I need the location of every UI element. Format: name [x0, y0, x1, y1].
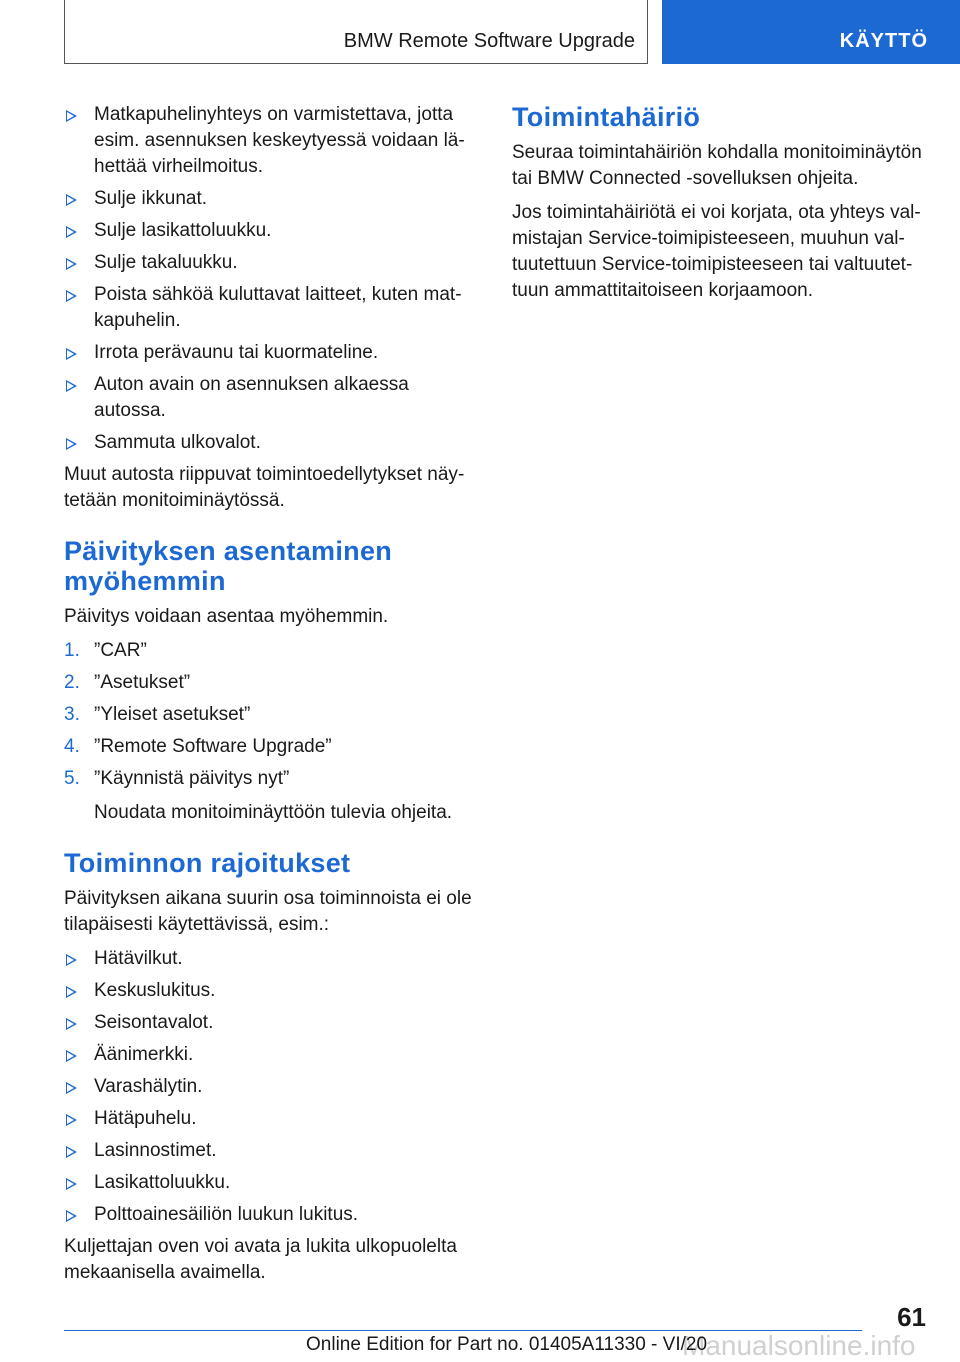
step-item: 2. ”Asetukset”	[64, 670, 480, 696]
left-column	[64, 102, 480, 1294]
list-item: Lasikattoluukku.	[64, 1170, 480, 1196]
triangle-bullet-icon	[66, 1146, 77, 1158]
step-number: 5.	[64, 768, 80, 789]
footer-edition: Online Edition for Part no. 01405A11330 - VI/20	[306, 1334, 708, 1355]
list-item: Auton avain on asennuksen alkaessa autossa.	[64, 372, 480, 424]
section-tab	[662, 0, 960, 64]
triangle-bullet-icon	[66, 1018, 77, 1030]
paragraph: Kuljettajan oven voi avata ja lukita ulkopuolelta mekaanisella avaimella.	[64, 1236, 457, 1283]
triangle-bullet-icon	[66, 1082, 77, 1094]
header-box	[64, 0, 648, 64]
section-heading: Päivityksen asentaminen myöhemmin	[64, 536, 393, 596]
list-item: Poista sähköä kuluttavat laitteet, kuten matkapuhelin.	[64, 282, 480, 334]
list-item: Varashälytin.	[64, 1074, 480, 1100]
list-item: Matkapuhelinyhteys on varmistettava, jotta esim. asennuksen keskeytyessä voidaan lähettää virheilmoitus.	[64, 102, 480, 180]
list-item: Irrota perävaunu tai kuormateline.	[64, 340, 480, 366]
step-item: 5. ”Käynnistä päivitys nyt”	[64, 766, 480, 792]
step-item: 3. ”Yleiset asetukset”	[64, 702, 480, 728]
triangle-bullet-icon	[66, 194, 77, 206]
triangle-bullet-icon	[66, 954, 77, 966]
paragraph: Jos toimintahäiriötä ei voi korjata, ota yhteys valmistajan Service-toimipisteeseen, muuhun valtuutettuun Service-toimipisteeseen tai valtuutettuun ammattitaitoiseen korjaamoon.	[512, 202, 921, 301]
triangle-bullet-icon	[66, 258, 77, 270]
step-item: 1. ”CAR”	[64, 638, 480, 664]
triangle-bullet-icon	[66, 380, 77, 392]
steps-list	[64, 638, 480, 792]
list-item: Hätäpuhelu.	[64, 1106, 480, 1132]
list-item: Polttoainesäiliön luukun lukitus.	[64, 1202, 480, 1228]
triangle-bullet-icon	[66, 1050, 77, 1062]
triangle-bullet-icon	[66, 226, 77, 238]
step-note: Noudata monitoiminäyttöön tulevia ohjeita.	[94, 802, 453, 823]
triangle-bullet-icon	[66, 438, 77, 450]
triangle-bullet-icon	[66, 1114, 77, 1126]
triangle-bullet-icon	[66, 986, 77, 998]
triangle-bullet-icon	[66, 1178, 77, 1190]
triangle-bullet-icon	[66, 1210, 77, 1222]
list-item: Äänimerkki.	[64, 1042, 480, 1068]
step-number: 2.	[64, 672, 80, 693]
triangle-bullet-icon	[66, 348, 77, 360]
step-number: 3.	[64, 704, 80, 725]
header-title: BMW Remote Software Upgrade	[343, 30, 635, 52]
prerequisite-list	[64, 102, 480, 456]
list-item: Lasinnostimet.	[64, 1138, 480, 1164]
list-item: Hätävilkut.	[64, 946, 480, 972]
step-number: 1.	[64, 640, 80, 661]
list-item: Keskuslukitus.	[64, 978, 480, 1004]
section-tab-label: KÄYTTÖ	[839, 30, 928, 52]
paragraph: Muut autosta riippuvat toimintoedellytykset näytetään monitoiminäytössä.	[64, 464, 465, 511]
paragraph: Päivityksen aikana suurin osa toiminnoista ei ole tilapäisesti käytettävissä, esim.:	[64, 888, 472, 935]
list-item: Sammuta ulkovalot.	[64, 430, 480, 456]
section-heading: Toimintahäiriö	[512, 102, 701, 132]
step-number: 4.	[64, 736, 80, 757]
list-item: Sulje takaluukku.	[64, 250, 480, 276]
triangle-bullet-icon	[66, 110, 77, 122]
watermark: Manualsonline.info	[682, 1330, 916, 1361]
triangle-bullet-icon	[66, 290, 77, 302]
restriction-list	[64, 946, 480, 1228]
paragraph: Seuraa toimintahäiriön kohdalla monitoiminäytön tai BMW Connected -sovelluksen ohjeita.	[512, 142, 922, 189]
right-column	[512, 102, 928, 312]
list-item: Sulje lasikattoluukku.	[64, 218, 480, 244]
section-heading: Toiminnon rajoitukset	[64, 848, 351, 878]
page-number: 61	[897, 1302, 926, 1332]
list-item: Seisontavalot.	[64, 1010, 480, 1036]
list-item: Sulje ikkunat.	[64, 186, 480, 212]
paragraph: Päivitys voidaan asentaa myöhemmin.	[64, 606, 389, 627]
step-item: 4. ”Remote Software Upgrade”	[64, 734, 480, 760]
